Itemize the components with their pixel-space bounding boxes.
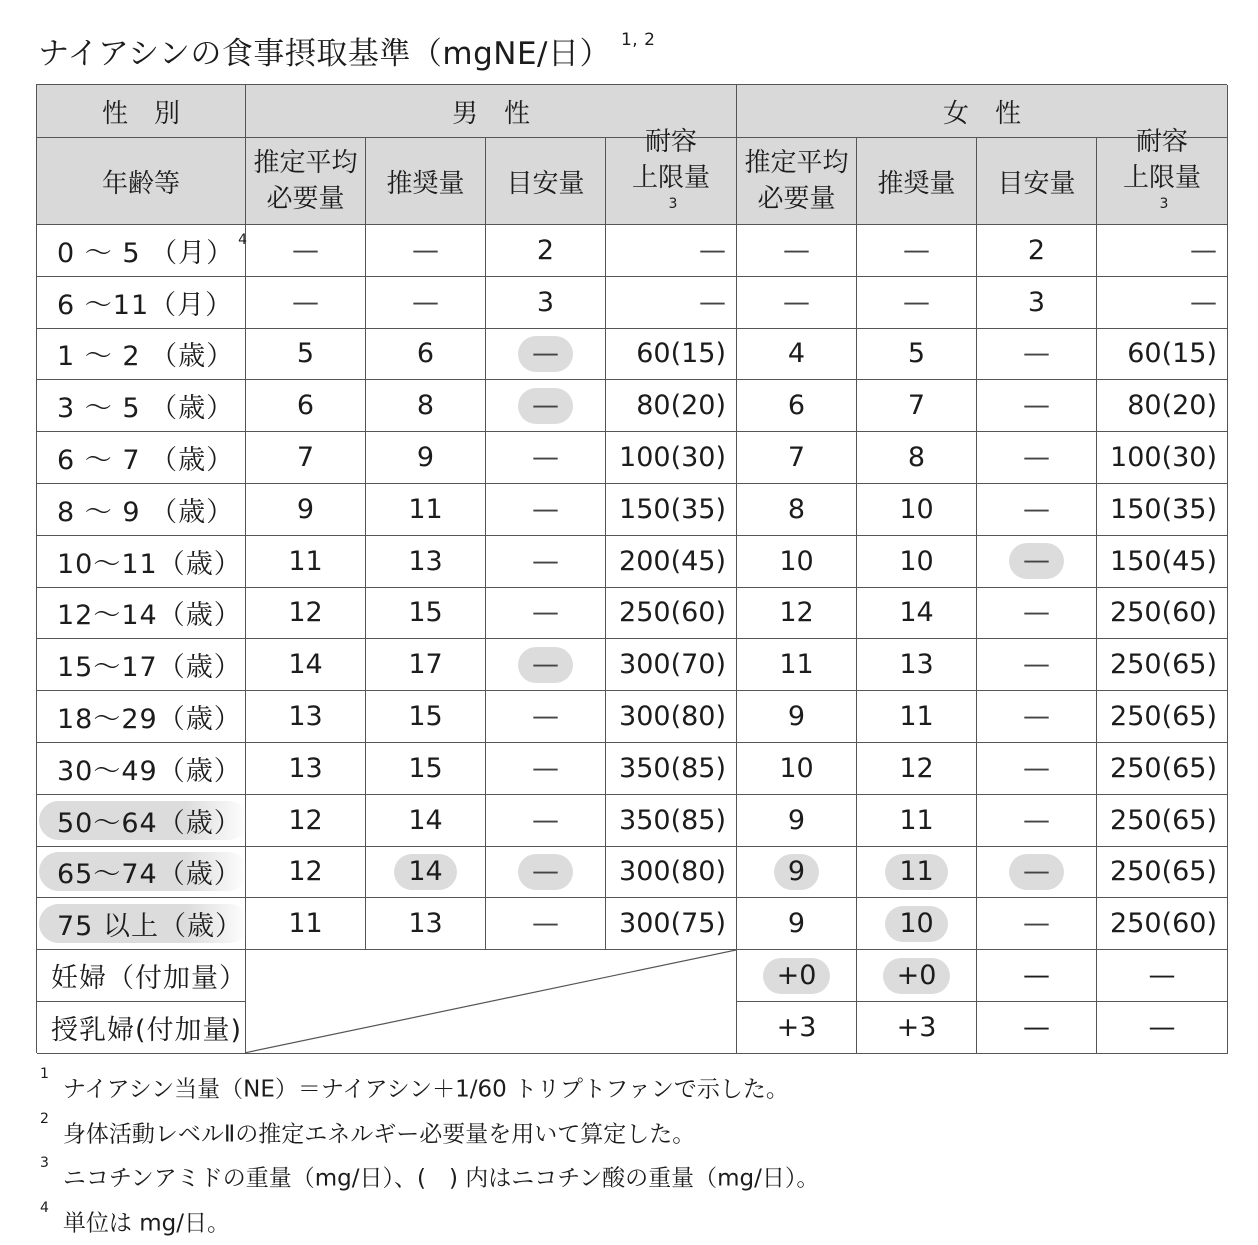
header-female: 女 性 [737, 85, 1228, 138]
male-ul-cell: 350(85) [606, 743, 737, 795]
female-rda-cell: — [857, 225, 977, 277]
female-rda-cell: 11 [857, 691, 977, 743]
male-ul-cell: 150(35) [606, 484, 737, 536]
female-rda-cell: 14 [857, 588, 977, 640]
header-male-ai: 目安量 [486, 138, 606, 225]
header-female-ai: 目安量 [977, 138, 1097, 225]
male-ul-cell: 300(80) [606, 847, 737, 899]
male-ai-cell: — [486, 847, 606, 899]
row-age-label: 30～49（歳） [37, 743, 246, 795]
footnote-1: $^1$ナイアシン当量（NE）＝ナイアシン＋1/60 トリプトファンで示した。 [40, 1066, 789, 1103]
female-rda-cell: 11 [857, 795, 977, 847]
female-ai-cell: — [977, 639, 1097, 691]
header-sex: 性 別 [37, 85, 246, 138]
male-ul-cell: 60(15) [606, 329, 737, 381]
header-female-ear: 推定平均 必要量 [737, 138, 857, 225]
male-rda-cell: — [366, 225, 486, 277]
female-ai-extra-cell: — [977, 950, 1097, 1002]
female-ear-cell: 9 [737, 898, 857, 950]
row-extra-label: 妊婦（付加量） [37, 950, 246, 1002]
male-ul-cell: 250(60) [606, 588, 737, 640]
male-rda-cell: 14 [366, 847, 486, 899]
male-ear-cell: 11 [246, 898, 366, 950]
male-ai-cell: — [486, 743, 606, 795]
female-ai-cell: — [977, 484, 1097, 536]
title-footnote-refs: 1, 2 [620, 29, 656, 50]
female-ai-cell: — [977, 380, 1097, 432]
female-ai-cell: — [977, 898, 1097, 950]
male-rda-cell: 13 [366, 898, 486, 950]
female-rda-cell: — [857, 277, 977, 329]
male-ul-cell: — [606, 277, 737, 329]
female-ai-cell: — [977, 536, 1097, 588]
male-ul-cell: 300(80) [606, 691, 737, 743]
male-ai-cell: — [486, 795, 606, 847]
female-ear-cell: 9 [737, 847, 857, 899]
female-rda-cell: 12 [857, 743, 977, 795]
female-rda-cell: 10 [857, 536, 977, 588]
female-ul-cell: 250(65) [1097, 639, 1228, 691]
header-age: 年齢等 [37, 138, 246, 225]
female-rda-cell: 13 [857, 639, 977, 691]
female-ul-extra-cell: — [1097, 950, 1228, 1002]
female-ul-cell: 250(60) [1097, 898, 1228, 950]
female-ear-cell: 10 [737, 743, 857, 795]
female-ai-cell: — [977, 329, 1097, 381]
female-ul-cell: 250(65) [1097, 691, 1228, 743]
male-ai-cell: — [486, 432, 606, 484]
female-rda-cell: 7 [857, 380, 977, 432]
header-male: 男 性 [246, 85, 737, 138]
row-age-label: 6 ～11（月） [37, 277, 246, 329]
female-ai-cell: — [977, 588, 1097, 640]
female-ai-cell: 2 [977, 225, 1097, 277]
female-ear-cell: — [737, 277, 857, 329]
female-ai-cell: — [977, 847, 1097, 899]
female-rda-cell: 5 [857, 329, 977, 381]
page-title: ナイアシンの食事摂取基準（mgNE/日） $^{1, 2}$ [38, 29, 656, 72]
male-rda-cell: 9 [366, 432, 486, 484]
male-rda-cell: 11 [366, 484, 486, 536]
female-ul-cell: 150(35) [1097, 484, 1228, 536]
row-extra-label: 授乳婦(付加量) [37, 1002, 246, 1054]
male-ai-cell: — [486, 639, 606, 691]
male-ear-cell: 5 [246, 329, 366, 381]
male-ai-cell: 2 [486, 225, 606, 277]
female-ai-cell: — [977, 432, 1097, 484]
female-ul-cell: 250(65) [1097, 847, 1228, 899]
male-ear-cell: 14 [246, 639, 366, 691]
male-ul-cell: 350(85) [606, 795, 737, 847]
male-rda-cell: 17 [366, 639, 486, 691]
male-ear-cell: 13 [246, 743, 366, 795]
male-rda-cell: 6 [366, 329, 486, 381]
row-age-label: 12～14（歳） [37, 588, 246, 640]
male-ear-cell: 13 [246, 691, 366, 743]
female-rda-cell: 10 [857, 898, 977, 950]
female-ul-cell: 250(65) [1097, 743, 1228, 795]
footnotes [40, 1065, 819, 1244]
male-rda-cell: 15 [366, 588, 486, 640]
row-age-label: 1 ～ 2 （歳） [37, 329, 246, 381]
male-ear-cell: 12 [246, 795, 366, 847]
row-age-label: 50～64（歳） [37, 795, 246, 847]
niacin-intake-table [36, 84, 1227, 1053]
female-ear-extra-cell: +0 [737, 950, 857, 1002]
female-ear-cell: 9 [737, 691, 857, 743]
male-ear-cell: 11 [246, 536, 366, 588]
male-ul-cell: 300(70) [606, 639, 737, 691]
male-ai-cell: — [486, 898, 606, 950]
female-ul-extra-cell: — [1097, 1002, 1228, 1054]
male-ai-cell: — [486, 484, 606, 536]
male-ear-cell: — [246, 225, 366, 277]
row-age-label: 15～17（歳） [37, 639, 246, 691]
male-ul-cell: — [606, 225, 737, 277]
male-rda-cell: 15 [366, 743, 486, 795]
male-ul-cell: 200(45) [606, 536, 737, 588]
header-female-ul: 耐容 上限量 $^3$ [1097, 138, 1228, 225]
female-ai-cell: — [977, 743, 1097, 795]
male-rda-cell: — [366, 277, 486, 329]
female-ear-cell: 9 [737, 795, 857, 847]
female-ai-cell: — [977, 691, 1097, 743]
row-age-label: 10～11（歳） [37, 536, 246, 588]
female-ear-cell: 4 [737, 329, 857, 381]
female-ul-cell: 150(45) [1097, 536, 1228, 588]
female-ear-cell: 11 [737, 639, 857, 691]
female-ear-cell: — [737, 225, 857, 277]
male-rda-cell: 13 [366, 536, 486, 588]
male-ai-cell: — [486, 588, 606, 640]
female-ul-cell: 250(65) [1097, 795, 1228, 847]
header-male-ear: 推定平均 必要量 [246, 138, 366, 225]
row-age-label: 3 ～ 5 （歳） [37, 380, 246, 432]
male-ear-cell: 6 [246, 380, 366, 432]
female-ul-cell: — [1097, 225, 1228, 277]
male-rda-cell: 14 [366, 795, 486, 847]
female-ear-extra-cell: +3 [737, 1002, 857, 1054]
female-ear-cell: 10 [737, 536, 857, 588]
row-age-label: 75 以上（歳） [37, 898, 246, 950]
female-ul-cell: 80(20) [1097, 380, 1228, 432]
header-female-rda: 推奨量 [857, 138, 977, 225]
male-ear-cell: 9 [246, 484, 366, 536]
female-ai-cell: — [977, 795, 1097, 847]
male-ai-cell: — [486, 691, 606, 743]
row-age-label: 18～29（歳） [37, 691, 246, 743]
female-ul-cell: 100(30) [1097, 432, 1228, 484]
footnote-2: $^2$身体活動レベルⅡの推定エネルギー必要量を用いて算定した。 [40, 1110, 696, 1148]
female-ear-cell: 12 [737, 588, 857, 640]
male-ai-cell: 3 [486, 277, 606, 329]
row-age-label: 6 ～ 7 （歳） [37, 432, 246, 484]
male-rda-cell: 8 [366, 380, 486, 432]
female-ai-cell: 3 [977, 277, 1097, 329]
male-ul-cell: 80(20) [606, 380, 737, 432]
male-ear-cell: 7 [246, 432, 366, 484]
female-rda-cell: 8 [857, 432, 977, 484]
row-age-label: 65～74（歳） [37, 847, 246, 899]
row-age-label: 8 ～ 9 （歳） [37, 484, 246, 536]
not-applicable-diagonal [246, 950, 737, 1054]
male-ai-cell: — [486, 380, 606, 432]
female-ai-extra-cell: — [977, 1002, 1097, 1054]
male-ear-cell: 12 [246, 588, 366, 640]
male-ear-cell: — [246, 277, 366, 329]
female-ul-cell: 250(60) [1097, 588, 1228, 640]
female-ul-cell: 60(15) [1097, 329, 1228, 381]
male-ul-cell: 100(30) [606, 432, 737, 484]
female-rda-cell: 10 [857, 484, 977, 536]
male-rda-cell: 15 [366, 691, 486, 743]
female-rda-extra-cell: +3 [857, 1002, 977, 1054]
row-age-label: 0 ～ 5 （月） $^4$ [37, 225, 246, 277]
female-rda-cell: 11 [857, 847, 977, 899]
female-ear-cell: 6 [737, 380, 857, 432]
footnote-3: $^3$ニコチンアミドの重量（mg/日）、( ) 内はニコチン酸の重量（mg/日）。 [40, 1155, 820, 1192]
male-ai-cell: — [486, 536, 606, 588]
female-ear-cell: 8 [737, 484, 857, 536]
male-ul-cell: 300(75) [606, 898, 737, 950]
footnote-4: $^4$単位は mg/日。 [40, 1199, 230, 1237]
header-male-rda: 推奨量 [366, 138, 486, 225]
header-male-ul: 耐容 上限量 $^3$ [606, 138, 737, 225]
male-ai-cell: — [486, 329, 606, 381]
male-ear-cell: 12 [246, 847, 366, 899]
female-ear-cell: 7 [737, 432, 857, 484]
female-ul-cell: — [1097, 277, 1228, 329]
female-rda-extra-cell: +0 [857, 950, 977, 1002]
